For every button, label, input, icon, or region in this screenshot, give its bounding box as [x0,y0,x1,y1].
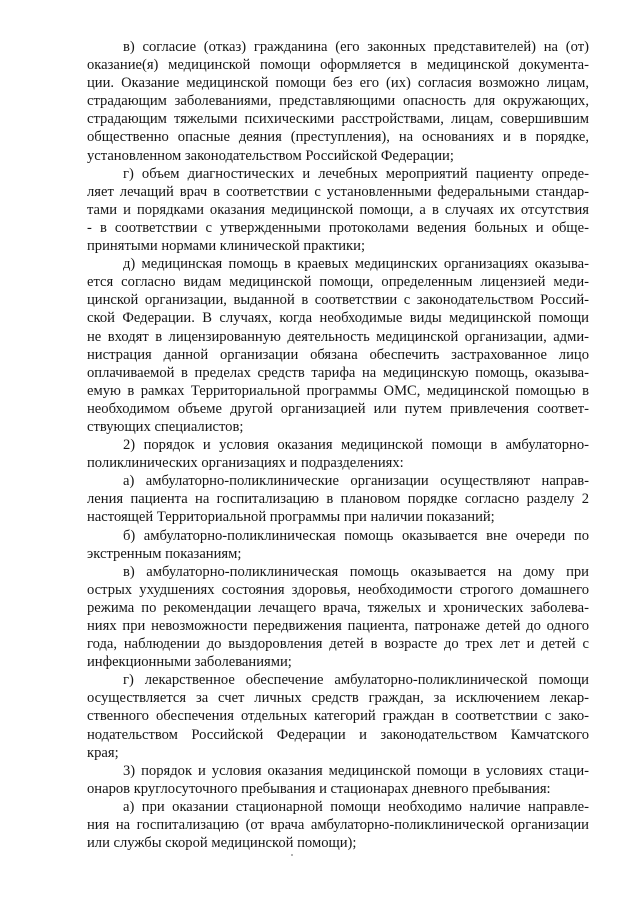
text-line: ется согласно видам медицинской помощи, определенным лицензией меди- [87,274,589,291]
text-line: в) амбулаторно-поликлиническая помощь оказывается на дому при [123,563,589,580]
text-line: г) объем диагностических и лечебных мероприятий пациенту опреде- [123,165,589,182]
text-line: необходимом объеме другой организацией или путем привлечения соответ- [87,400,589,417]
scan-speck [291,854,293,856]
text-line: или службы скорой медицинской помощи); [87,835,357,852]
text-line: не входят в лицензированную деятельность медицинской организации, адми- [87,328,589,345]
text-line: режима по рекомендации лечащего врача, тяжелых и хронических заболева- [87,599,589,616]
text-line: д) медицинская помощь в краевых медицинских организациях оказыва- [123,256,589,273]
text-line: ниях при невозможности передвижения пациента, патронаже детей до одного [87,618,589,634]
text-line: ния на госпитализацию (от врача амбулаторно-поликлинической организации [87,817,589,834]
paragraph [87,671,589,761]
text-line: - в соответствии с утвержденными протоколами ведения больных и обще- [87,219,589,236]
text-line: экстренным показаниям; [87,545,242,562]
paragraph [87,38,589,165]
text-line: осуществляется за счет личных средств граждан, за исключением лекар- [87,690,589,707]
text-line: общественно опасные деяния (преступления), на основаниях и в порядке, [87,129,589,146]
text-line: поликлинических организациях и подразделениях: [87,455,404,472]
text-line: 2) порядок и условия оказания медицинской помощи в амбулаторно- [123,437,589,454]
paragraph [87,563,589,672]
text-line: оплачиваемой в пределах средств тарифа на медицинскую помощь, оказыва- [87,364,589,381]
text-line: а) амбулаторно-поликлинические организации осуществляют направ- [123,473,589,490]
text-line: цинской организации, выданной в соответствии с законодательством Россий- [87,292,589,309]
text-line: страдающим заболеваниями, представляющими опасность для окружающих, [87,93,589,110]
text-line: 3) порядок и условия оказания медицинской помощи в условиях стаци- [123,762,589,779]
document-body [87,38,589,852]
text-line: нистрация данной организации обязана обеспечить застрахованное лицо [87,346,589,363]
paragraph [87,472,589,526]
text-line: острых ухудшениях состояния здоровья, необходимости строгого домашнего [87,581,589,598]
text-line: года, наблюдении до выздоровления детей в возрасте до трех лет и детей с [87,636,589,653]
text-line: ляет лечащий врач в соответствии с установленными федеральными стандар- [87,183,589,200]
paragraph [87,255,589,436]
paragraph [87,527,589,563]
text-line: ции. Оказание медицинской помощи без его (их) согласия возможно лицам, [87,75,589,92]
text-line: принятыми нормами клинической практики; [87,238,365,255]
text-line: тами и порядками оказания медицинской помощи, а в случаях их отсутствия [87,201,589,218]
text-line: края; [87,744,119,761]
text-line: ственного обеспечения отдельных категорий граждан в соответствии с зако- [87,708,589,725]
document-page [87,38,589,852]
text-line: настоящей Территориальной программы при наличии показаний; [87,509,495,526]
text-line: а) при оказании стационарной помощи необходимо наличие направле- [123,798,589,815]
paragraph [87,165,589,255]
paragraph [87,762,589,798]
text-line: б) амбулаторно-поликлиническая помощь оказывается вне очереди по [123,527,589,544]
text-line: ствующих специалистов; [87,418,244,435]
paragraph [87,798,589,852]
text-line: оказание(я) медицинской помощи оформляется в медицинской документа- [87,57,589,74]
text-line: ления пациента на госпитализацию в плановом порядке согласно разделу 2 [87,491,589,508]
paragraph [87,436,589,472]
text-line: в) согласие (отказ) гражданина (его законных представителей) на (от) [123,39,589,55]
text-line: ской Федерации. В случаях, когда необходимые виды медицинской помощи [87,310,589,327]
text-line: онаров круглосуточного пребывания и стационарах дневного пребывания: [87,780,551,797]
text-line: установленном законодательством Российской Федерации; [87,147,454,164]
text-line: нодательством Российской Федерации и законодательством Камчатского [87,726,589,743]
text-line: страдающим тяжелыми психическими расстройствами, лицам, совершившим [87,111,589,128]
text-line: г) лекарственное обеспечение амбулаторно-поликлинической помощи [123,672,589,689]
text-line: инфекционными заболеваниями; [87,654,292,671]
text-line: емую в рамках Территориальной программы ОМС, медицинской помощью в [87,382,589,399]
